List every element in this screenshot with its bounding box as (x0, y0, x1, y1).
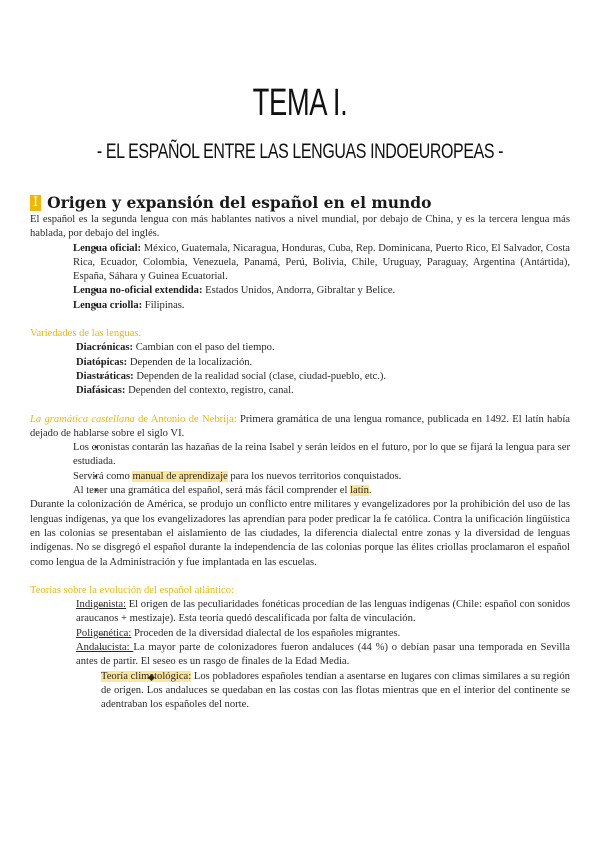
highlighted-text: manual de aprendizaje (132, 470, 228, 482)
theories-list (30, 598, 570, 669)
item-text: México, Guatemala, Nicaragua, Honduras, Cuba, Rep. Dominicana, Puerto Rico, El Salvador, Costa Rica, Ecuador, Colombia, Venezuela, Panamá, Perú, Bolivia, Chile, Uruguay, Paraguay, Argentina (Antártida), España, Sáhara y Guinea Ecuatorial. (73, 242, 570, 283)
item-label: Lengua no-oficial extendida: (73, 285, 203, 297)
item-label: Diafásicas: (76, 385, 126, 397)
section-marker: I (30, 195, 41, 211)
nebrija-title-rest: de Antonio de Nebrija: (134, 413, 237, 425)
language-status-list (30, 242, 570, 313)
list-item (101, 670, 570, 713)
item-text: El origen de las peculiaridades fonéticas procedían de las lenguas indígenas (Chile: español con sonidos araucanos + mestizaje). Esta teoría quedó descalificada por falta de vinculación. (76, 599, 570, 625)
item-label: Indigenista: (76, 599, 127, 611)
item-text: Cambian con el paso del tiempo. (133, 342, 275, 354)
item-text: . (368, 485, 372, 497)
theories-heading: Teorías sobre la evolución del español atlántico: (30, 584, 235, 596)
theories-sublist (30, 670, 570, 713)
intro-paragraph: El español es la segunda lengua con más hablantes nativos a nivel mundial, por debajo de China, y es la tercera lengua más hablada, por debajo del inglés. (30, 214, 570, 240)
item-text: Filipinas. (142, 299, 185, 311)
page-subtitle: - EL ESPAÑOL ENTRE LAS LENGUAS INDOEUROPEAS - (96, 140, 504, 163)
item-text: Dependen de la localización. (127, 356, 253, 368)
item-text: para los nuevos territorios conquistados. (227, 470, 402, 482)
item-text: Al tener una gramática del español, será más fácil comprender el (73, 485, 351, 497)
item-label: Poligenética: (76, 627, 132, 639)
item-label: Lengua oficial: (73, 242, 142, 254)
item-label: Diastráticas: (76, 370, 134, 382)
list-item (73, 299, 570, 313)
item-text: Estados Unidos, Andorra, Gibraltar y Belice. (202, 285, 396, 297)
highlighted-text: latín (350, 485, 369, 497)
list-item (76, 341, 570, 355)
section-heading (30, 193, 570, 213)
list-item (76, 370, 570, 384)
item-text: Dependen del contexto, registro, canal. (125, 385, 294, 397)
highlighted-label: Teoría climatológica: (101, 670, 192, 682)
item-label: Lengua criolla: (73, 299, 143, 311)
list-item (73, 284, 570, 298)
item-text: Proceden de la diversidad dialectal de los españoles migrantes. (131, 627, 401, 639)
item-text: La mayor parte de colonizadores fueron andaluces (44 %) o debían pasar una temporada en Sevilla antes de partir. El seseo es un rasgo de finales de la Edad Media. (76, 642, 570, 668)
varieties-heading: Variedades de las lenguas. (30, 328, 142, 340)
list-item (76, 641, 570, 670)
item-label: Andalucista: (76, 642, 134, 654)
item-label: Diacrónicas: (76, 342, 134, 354)
nebrija-text: Primera gramática de una lengua romance, publicada en 1492. El latín había dejado de hablarse sobre el siglo VI. (30, 413, 570, 439)
section-heading-text: Origen y expansión del español en el mundo (47, 193, 432, 212)
list-item (73, 242, 570, 285)
page-title: TEMA I. (252, 82, 348, 124)
list-item (76, 598, 570, 627)
list-item (76, 627, 570, 641)
list-item (76, 356, 570, 370)
item-text: Los pobladores españoles tendían a asentarse en lugares con climas similares a su región de origen. Los andaluces se quedaban en las costas con las flotas mientras que en el interior del continente se adentraban los españoles del norte. (101, 670, 570, 711)
item-text: Dependen de la realidad social (clase, ciudad-pueblo, etc.). (133, 370, 387, 382)
nebrija-title-italic: La gramática castellana (30, 413, 135, 425)
varieties-list (30, 341, 570, 398)
list-item (76, 384, 570, 398)
nebrija-list (30, 441, 570, 498)
list-item: • Los cronistas contarán las hazañas de la reina Isabel y serán leídos en el futuro, por lo que se fijará la lengua para ser estudiada. (73, 441, 570, 470)
nebrija-paragraph (30, 413, 570, 442)
list-item (73, 470, 570, 484)
colonization-paragraph: Durante la colonización de América, se produjo un conflicto entre militares y evangelizadores por la prohibición del uso de las lenguas indígenas, ya que los evangelizadores las aprendían para poder predicar la fe católica. Contra la unificación lingüística en las colonias se presentaban el aislamiento de las ciudades, la diferencia dialectal entre zonas y la diversidad de lenguas indígenas. No se disgregó el español durante la independencia de las colonias porque las élites criollas proclamaron el español como lengua de la Administración y fue implantada en las escuelas. (30, 499, 570, 568)
document-body (30, 193, 570, 713)
item-text: Servirá como (73, 470, 133, 482)
item-label: Diatópicas: (76, 356, 128, 368)
list-item (73, 484, 570, 498)
